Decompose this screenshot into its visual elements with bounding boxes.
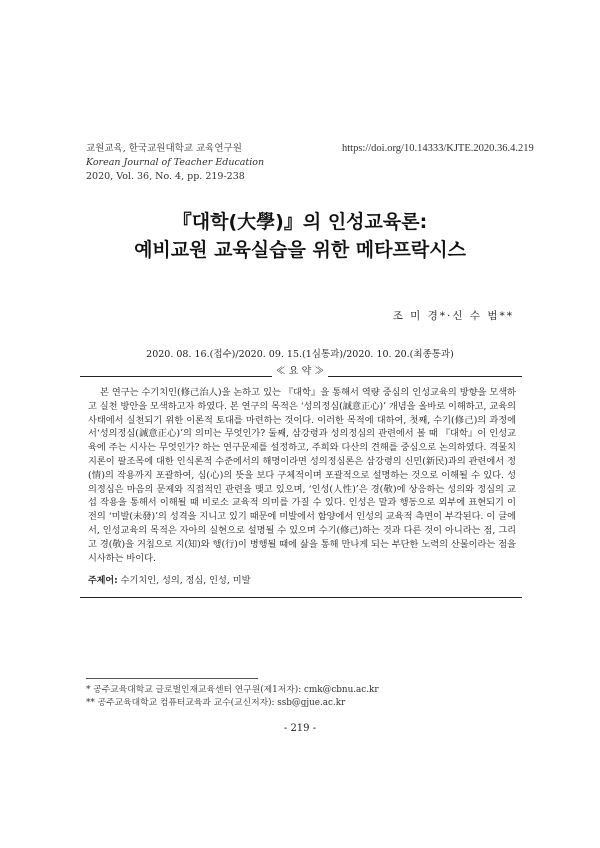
abstract-label-text: ≪ 요 약 ≫ <box>272 366 329 377</box>
footnote-2-text: 공주교육대학교 컴퓨터교육과 교수(교신저자): ssb@gjue.ac.kr <box>97 698 346 708</box>
journal-name-en: Korean Journal of Teacher Education <box>86 157 265 168</box>
footnote-1-mark: * <box>86 685 91 695</box>
footnote-1 <box>86 684 379 697</box>
title-line-2: 예비교원 교육실습을 위한 메타프락시스 <box>134 239 466 261</box>
authors: 조 미 경*·신 수 범** <box>392 310 514 322</box>
journal-name-kr: 교원교육, 한국교원대학교 교육연구원 <box>86 143 242 154</box>
footnote-2 <box>86 697 345 710</box>
footnote-divider <box>86 678 258 679</box>
volume-info: 2020, Vol. 36, No. 4, pp. 219-238 <box>86 171 245 182</box>
review-dates: 2020. 08. 16.(접수)/2020. 09. 15.(1심통과)/2020. 10. 20.(최종통과) <box>146 349 454 360</box>
abstract-body <box>88 386 516 565</box>
keywords-label: 주제어: <box>88 576 118 586</box>
footnote-2-mark: ** <box>86 698 95 708</box>
keywords-list: 수기치인, 성의, 정심, 인성, 미발 <box>120 575 251 586</box>
doi-link[interactable]: https://doi.org/10.14333/KJTE.2020.36.4.219 <box>342 143 534 154</box>
title-line-1: 『대학(大學)』의 인성교육론: <box>172 211 428 233</box>
abstract-paragraph: 본 연구는 수기치인(修己治人)을 논하고 있는 『대학』을 통해서 역량 중심의 인성교육의 방향을 모색하고 실천 방안을 모색하고자 하였다. 본 연구의 목적은 ‘성의정심(誠意正心)’ 개념을 올바로 이해하고, 교육의 사태에서 실천되기 위한 이론적 토대를 마련하는 것이다. 이러한 목적에 대하여, 첫째, 수기(修己)의 과정에서‘성의정심(誠意正心)’의 의미는 무엇인가? 둘째, 삼강령과 성의정심의 관련에서 볼 때 『대학』이 인성교육에 주는 시사는 무엇인가? 하는 연구문제를 설정하고, 주희와 다산의 견해를 중심으로 논의하였다. 격물치지론이 팔조목에 대한 인식론적 수준에서의 해명이라면 성의정심론은 삼강령의 신민(新民)과의 관련에서 정(情)의 작용까지 포괄하여, 심(心)의 뜻을 보다 구체적이며 포괄적으로 설명하는 것으로 이해될 수 있다. 성의정심은 마음의 문제와 직접적인 관련을 맺고 있으며, ‘인성(人性)’은 경(敬)에 상응하는 성의와 정심의 교섭 작용을 통해서 이해될 때 비로소 교육적 의미를 가질 수 있다. 인성은 말과 행동으로 외부에 표현되기 이전의 ‘미발(未發)’의 성격을 지니고 있기 때문에 미발에서 함양에서 인성의 교육적 측면이 부각된다. 이 글에서, 인성교육의 목적은 자아의 실현으로 설명될 수 있으며 수기(修己)하는 것과 다른 것이 아니라는 점, 그리고 경(敬)을 거침으로 지(知)와 행(行)이 병행될 때에 삶을 통해 만나게 되는 부단한 노력의 산물이라는 점을 시사하는 바이다. <box>88 387 516 564</box>
journal-header <box>86 142 264 184</box>
footnote-1-text: 공주교육대학교 글로벌인재교육센터 연구원(제1저자): cmk@cbnu.ac.kr <box>93 685 379 695</box>
keywords <box>88 572 250 586</box>
page-number: - 219 - <box>283 723 317 734</box>
paper-title <box>0 208 600 264</box>
abstract-label <box>0 362 600 377</box>
